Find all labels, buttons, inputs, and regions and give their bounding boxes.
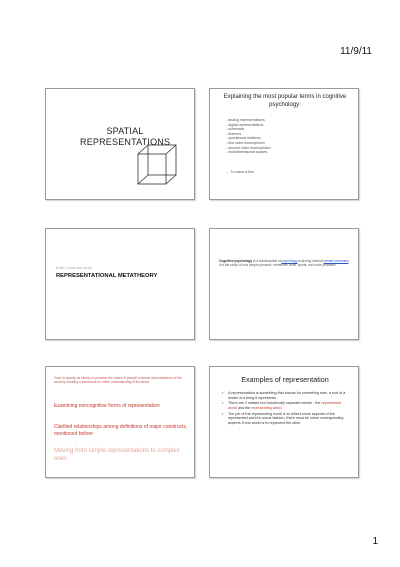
list-item: - digital representations bbox=[226, 122, 264, 127]
list-item: - multidimensional spaces bbox=[226, 150, 268, 155]
psychology-link[interactable]: psychology bbox=[281, 259, 298, 263]
text-run: A representation is something that stands for something else, a sort of a model of a thing it represents. bbox=[228, 391, 346, 400]
bullet-list bbox=[222, 391, 350, 426]
point-simple-to-complex: Moving from simple representations to complex ones bbox=[54, 448, 180, 462]
text-run: some corresponding aspects bbox=[228, 416, 344, 425]
definition-text bbox=[219, 259, 351, 267]
list-item: - operational relations bbox=[226, 136, 261, 141]
slide-popular-terms bbox=[209, 88, 359, 200]
goal-text: Goal: to specify as clearly as possible the nature of people's internal representations of the world by creating a framework for better understanding of the terms. bbox=[54, 376, 182, 385]
slide-title: Examples of representation bbox=[241, 375, 329, 384]
text-run: is a subdiscipline of bbox=[253, 259, 281, 263]
slide-examples-of-representation bbox=[209, 366, 359, 478]
slide-representational-metatheory bbox=[45, 228, 195, 340]
text-run: representing world. bbox=[251, 405, 283, 410]
text-run: functionally separate worlds bbox=[266, 401, 313, 406]
page-date: 11/9/11 bbox=[340, 46, 372, 57]
slide-footer-note: … To name a few bbox=[226, 170, 254, 174]
list-item bbox=[222, 412, 350, 426]
slide-title: Explaining the most popular terms in cognitive psychology: bbox=[223, 94, 347, 108]
defined-term: Cognitive psychology bbox=[219, 259, 253, 263]
title-line-2: REPRESENTATIONS bbox=[80, 137, 171, 147]
cube-icon bbox=[136, 143, 178, 187]
text-run: and the bbox=[237, 405, 251, 410]
terms-list bbox=[226, 118, 271, 155]
list-item: - schemata bbox=[226, 127, 244, 132]
text-run: if one world is to represent the other bbox=[241, 420, 301, 425]
page-number: 1 bbox=[372, 536, 378, 547]
text-run: exploring internal bbox=[298, 259, 323, 263]
slide-subtitle: Brain / mind and world bbox=[56, 266, 92, 270]
text-run: There are 2 related but bbox=[228, 401, 266, 406]
slide-spatial-representations bbox=[45, 88, 195, 200]
slide-title: REPRESENTATIONAL METATHEORY bbox=[56, 273, 158, 279]
list-item bbox=[222, 401, 350, 410]
text-run: represented world bbox=[228, 401, 342, 410]
point-noncognitive: Examining noncognitive forms of representation bbox=[54, 403, 160, 409]
slide-metatheory-goals bbox=[45, 366, 195, 478]
text-run: The job of the representing world is to reflect some aspects of the represented world in some fashion, there must be bbox=[228, 411, 335, 421]
point-clarified: Clarified relationships among definitions of major constructs, mentioned before bbox=[54, 424, 188, 437]
list-item: - analog representations bbox=[226, 118, 265, 122]
text-run: - the bbox=[313, 401, 321, 406]
list-item: - second order isomorphism bbox=[226, 145, 271, 150]
list-item: - features bbox=[226, 131, 242, 136]
list-item bbox=[222, 391, 350, 400]
title-line-1: SPATIAL bbox=[106, 126, 144, 136]
text-run: . It is the study of how people perceive, remember, think, speak, and solve problems. bbox=[219, 259, 350, 268]
list-item: - first order isomorphism bbox=[226, 140, 265, 145]
slide-cognitive-psychology-definition bbox=[209, 228, 359, 340]
mental-processes-link[interactable]: mental processes bbox=[323, 259, 349, 263]
